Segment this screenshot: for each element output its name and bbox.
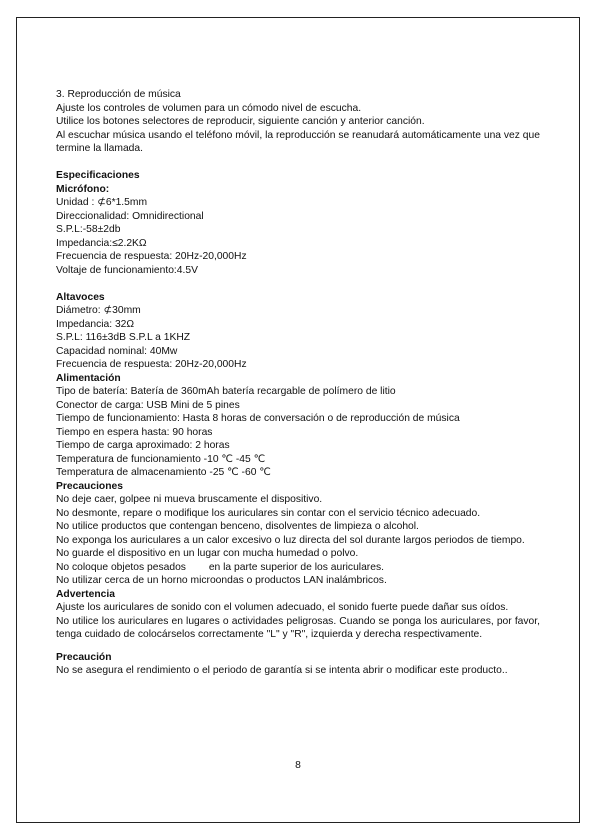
power-heading: Alimentación <box>56 372 121 384</box>
mic-spec: Impedancia:≤2.2KΩ <box>56 237 147 249</box>
specs-heading: Especificaciones <box>56 170 140 181</box>
speaker-spec: Impedancia: 32Ω <box>56 318 135 330</box>
speaker-spec: Capacidad nominal: 40Mw <box>56 345 178 357</box>
mic-spec: S.P.L:-58±2db <box>56 224 121 235</box>
power-spec: Conector de carga: USB Mini de 5 pines <box>56 399 240 411</box>
warning-heading: Advertencia <box>56 588 115 600</box>
precautions-heading: Precauciones <box>56 480 123 492</box>
warning-item: Ajuste los auriculares de sonido con el volumen adecuado, el sonido fuerte puede dañar sus oídos. <box>56 602 509 613</box>
caution-item: No se asegura el rendimiento o el periodo de garantía si se intenta abrir o modificar este producto.. <box>56 665 508 676</box>
precaution-item: No deje caer, golpee ni mueva bruscamente el dispositivo. <box>56 494 323 505</box>
speaker-spec: S.P.L: 116±3dB S.P.L a 1KHZ <box>56 332 191 343</box>
power-spec: Tipo de batería: Batería de 360mAh batería recargable de polímero de litio <box>56 386 396 397</box>
page-number: 8 <box>295 760 301 771</box>
power-spec: Tiempo de carga aproximado: 2 horas <box>56 440 230 451</box>
precaution-item: No exponga los auriculares a un calor excesivo o luz directa del sol durante largos periodos de tiempo. <box>56 534 525 546</box>
precaution-item: No utilizar cerca de un horno microondas o productos LAN inalámbricos. <box>56 575 387 586</box>
power-spec: Tiempo en espera hasta: 90 horas <box>56 426 213 438</box>
mic-spec: Direccionalidad: Omnidirectional <box>56 210 204 222</box>
mic-spec: Voltaje de funcionamiento:4.5V <box>56 264 198 276</box>
speaker-spec: Frecuencia de respuesta: 20Hz-20,000Hz <box>56 359 247 370</box>
speakers-heading: Altavoces <box>56 291 105 303</box>
warning-item: No utilice los auriculares en lugares o actividades peligrosas. Cuando se ponga los auriculares, por favor, tenga cuidado de colocárselos correctamente "L" y "R", izquierda y derecha respectivamente. <box>56 615 540 640</box>
page-content <box>56 88 540 678</box>
music-heading: 3. Reproducción de música <box>56 89 181 100</box>
power-spec: Tiempo de funcionamiento: Hasta 8 horas de conversación o de reproducción de música <box>56 413 460 424</box>
mic-heading: Micrófono: <box>56 183 110 195</box>
precaution-item: No coloque objetos pesados en la parte superior de los auriculares. <box>56 561 384 573</box>
music-line: Al escuchar música usando el teléfono móvil, la reproducción se reanudará automáticamente una vez que termine la llamada. <box>56 129 540 154</box>
precaution-item: No guarde el dispositivo en un lugar con mucha humedad o polvo. <box>56 548 359 559</box>
music-line: Utilice los botones selectores de reproducir, siguiente canción y anterior canción. <box>56 116 425 127</box>
music-line: Ajuste los controles de volumen para un cómodo nivel de escucha. <box>56 102 362 114</box>
speaker-spec: Diámetro: ⊄30mm <box>56 305 141 316</box>
caution-heading: Precaución <box>56 651 112 663</box>
power-spec: Temperatura de almacenamiento -25 ℃ -60 ℃ <box>56 467 271 478</box>
precaution-item: No utilice productos que contengan benceno, disolventes de limpieza o alcohol. <box>56 521 419 532</box>
mic-spec: Unidad : ⊄6*1.5mm <box>56 197 148 208</box>
precaution-item: No desmonte, repare o modifique los auriculares sin contar con el servicio técnico adecuado. <box>56 507 481 519</box>
mic-spec: Frecuencia de respuesta: 20Hz-20,000Hz <box>56 251 247 262</box>
power-spec: Temperatura de funcionamiento -10 ℃ -45 ℃ <box>56 453 266 465</box>
